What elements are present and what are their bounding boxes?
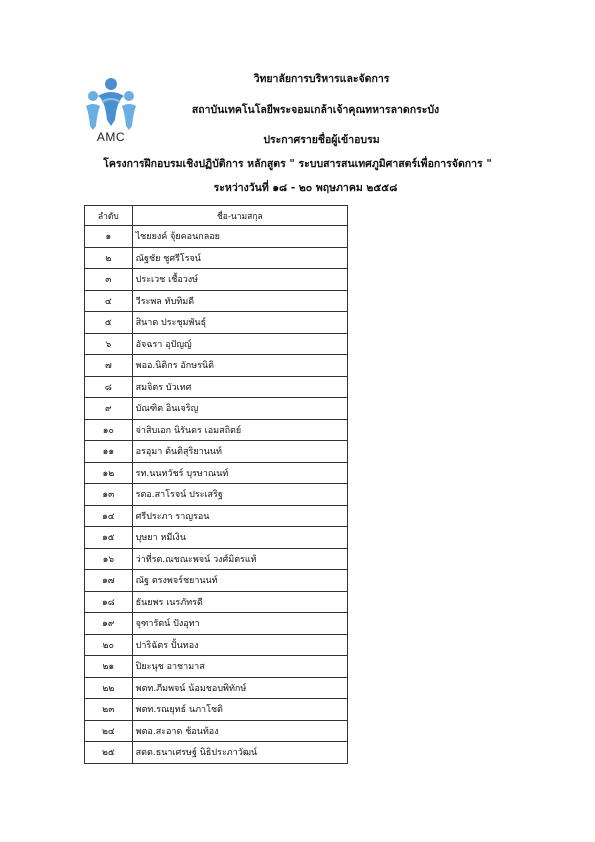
table-row bbox=[85, 591, 348, 613]
table-row bbox=[85, 634, 348, 656]
attendee-name: สมจิตร บัวเทศ bbox=[132, 376, 347, 398]
row-number: ๕ bbox=[85, 312, 133, 334]
row-number: ๒๓ bbox=[85, 699, 133, 721]
table-row bbox=[85, 699, 348, 721]
attendee-name: พตอ.สะอาด ช้อนท้อง bbox=[132, 720, 347, 742]
table-row bbox=[85, 247, 348, 269]
table-row bbox=[85, 355, 348, 377]
attendee-table bbox=[84, 205, 348, 764]
row-number: ๒๐ bbox=[85, 634, 133, 656]
institution-name: วิทยาลัยการบริหารและจัดการ bbox=[253, 73, 390, 85]
table-header-row bbox=[85, 206, 348, 226]
attendee-name: พออ.นิติกร อักษรนิติ bbox=[132, 355, 347, 377]
table-row bbox=[85, 376, 348, 398]
row-number: ๑๗ bbox=[85, 570, 133, 592]
row-number: ๖ bbox=[85, 333, 133, 355]
table-row bbox=[85, 656, 348, 678]
table-row bbox=[85, 419, 348, 441]
table-row bbox=[85, 505, 348, 527]
announcement-title: ประกาศรายชื่อผู้เข้าอบรม bbox=[263, 134, 380, 146]
attendee-name: จ่าสิบเอก นิรันดร เอมสถิตย์ bbox=[132, 419, 347, 441]
table-row bbox=[85, 462, 348, 484]
logo-text: AMC bbox=[96, 130, 126, 144]
row-number: ๒๔ bbox=[85, 720, 133, 742]
table-row bbox=[85, 742, 348, 764]
row-number: ๙ bbox=[85, 398, 133, 420]
attendee-name: บัณฑิต อินเจริญ bbox=[132, 398, 347, 420]
attendee-name: ศรีประภา ราญรอน bbox=[132, 505, 347, 527]
table-row bbox=[85, 398, 348, 420]
row-number: ๒๕ bbox=[85, 742, 133, 764]
table-row bbox=[85, 548, 348, 570]
row-number: ๑ bbox=[85, 226, 133, 248]
attendee-name: อรอุมา ต้นติสุริยานนท์ bbox=[132, 441, 347, 463]
row-number: ๒๒ bbox=[85, 677, 133, 699]
row-number: ๑๔ bbox=[85, 505, 133, 527]
attendee-name: อัจฉรา อุปัญญ์ bbox=[132, 333, 347, 355]
attendee-name: ประเวช เชื้อวงษ์ bbox=[132, 269, 347, 291]
attendee-name: ณัฐชัย ชูศรีโรจน์ bbox=[132, 247, 347, 269]
project-title: โครงการฝึกอบรมเชิงปฏิบัติการ หลักสูตร " ระบบสารสนเทศภูมิศาสตร์เพื่อการจัดการ " bbox=[103, 158, 492, 170]
row-number: ๑๓ bbox=[85, 484, 133, 506]
table-row bbox=[85, 333, 348, 355]
table-row bbox=[85, 527, 348, 549]
attendee-name: รตอ.สาโรจน์ ประเสริฐ bbox=[132, 484, 347, 506]
table-row bbox=[85, 290, 348, 312]
row-number: ๒ bbox=[85, 247, 133, 269]
attendee-name: ณัฐ ตรงพจร์ชยานนท์ bbox=[132, 570, 347, 592]
row-number: ๑๙ bbox=[85, 613, 133, 635]
institute-name: สถาบันเทคโนโลยีพระจอมเกล้าเจ้าคุณทหารลาดกระบัง bbox=[191, 104, 440, 116]
table-row bbox=[85, 269, 348, 291]
attendee-name: บุษยา หมีเงิน bbox=[132, 527, 347, 549]
table-row bbox=[85, 312, 348, 334]
row-number: ๑๒ bbox=[85, 462, 133, 484]
table-row bbox=[85, 720, 348, 742]
attendee-name: วีระพล ทับทิมดี bbox=[132, 290, 347, 312]
attendee-name: พตท.รณยุทธ์ นภาโชติ bbox=[132, 699, 347, 721]
date-range: ระหว่างวันที่ ๑๘ - ๒๐ พฤษภาคม ๒๕๕๘ bbox=[213, 182, 398, 194]
table-row bbox=[85, 677, 348, 699]
row-number: ๑๐ bbox=[85, 419, 133, 441]
attendee-name: ไชยยงค์ จุ้ยคอนกลอย bbox=[132, 226, 347, 248]
attendee-name: จุฑารัตน์ ปังอุทา bbox=[132, 613, 347, 635]
attendee-name: สตต.ธนาเศรษฐ์ นิธิประภาวัฒน์ bbox=[132, 742, 347, 764]
table-row bbox=[85, 226, 348, 248]
row-number: ๑๖ bbox=[85, 548, 133, 570]
table-row bbox=[85, 484, 348, 506]
row-number: ๑๕ bbox=[85, 527, 133, 549]
column-header-name: ชื่อ-นามสกุล bbox=[132, 206, 347, 226]
row-number: ๘ bbox=[85, 376, 133, 398]
attendee-name: ปาริฉัตร ปั้นทอง bbox=[132, 634, 347, 656]
table-row bbox=[85, 613, 348, 635]
table-row bbox=[85, 441, 348, 463]
attendee-name: สินาด ประชุมพันธุ์ bbox=[132, 312, 347, 334]
attendee-name: รท.นนทวัชร์ บุรษาณนท์ bbox=[132, 462, 347, 484]
attendee-name: ว่าที่รต.ณชณะพจน์ วงศ์มิตรแท้ bbox=[132, 548, 347, 570]
attendee-name: พตท.ภีมพจน์ น้อมชอบพิทักษ์ bbox=[132, 677, 347, 699]
table-row bbox=[85, 570, 348, 592]
attendee-name: ธันยพร เนรภัทรดี bbox=[132, 591, 347, 613]
table-body bbox=[85, 226, 348, 764]
row-number: ๗ bbox=[85, 355, 133, 377]
column-header-number: ลำดับ bbox=[85, 206, 133, 226]
row-number: ๑๘ bbox=[85, 591, 133, 613]
row-number: ๓ bbox=[85, 269, 133, 291]
row-number: ๒๑ bbox=[85, 656, 133, 678]
row-number: ๑๑ bbox=[85, 441, 133, 463]
attendee-name: ปิยะนุช อาชามาส bbox=[132, 656, 347, 678]
row-number: ๔ bbox=[85, 290, 133, 312]
